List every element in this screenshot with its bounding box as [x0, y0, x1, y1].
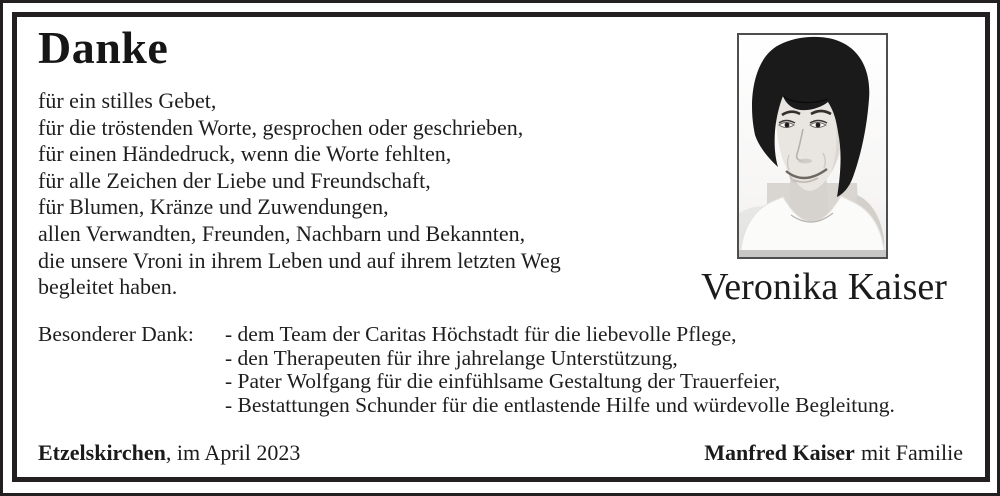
special-thanks-list: [225, 323, 895, 417]
thanks-line: begleitet haben.: [38, 274, 178, 300]
place-date-line: [38, 440, 300, 466]
thanks-line: die unsere Vroni in ihrem Leben und auf ihrem letzten Weg: [38, 247, 561, 273]
special-thanks-item: - Bestattungen Schunder für die entlastende Hilfe und würdevolle Begleitung.: [225, 392, 895, 417]
special-thanks-item: - dem Team der Caritas Höchstadt für die liebevolle Pflege,: [225, 322, 737, 346]
thanks-line: für die tröstenden Worte, gesprochen oder geschrieben,: [38, 114, 524, 140]
special-thanks-section: [38, 323, 895, 417]
footer-row: [38, 440, 963, 466]
signatory-name: Manfred Kaiser: [704, 440, 855, 465]
thanks-line: für einen Händedruck, wenn die Worte fehlten,: [38, 141, 452, 167]
thanks-line: für alle Zeichen der Liebe und Freundschaft,: [38, 167, 431, 193]
place-name: Etzelskirchen: [38, 440, 166, 465]
thanks-text-block: [38, 88, 561, 301]
thanks-line: für ein stilles Gebet,: [38, 88, 217, 113]
notice-title: Danke: [38, 22, 169, 73]
special-thanks-label: Besonderer Dank:: [38, 322, 194, 346]
deceased-portrait-photo: [737, 33, 888, 259]
thanks-line: für Blumen, Kränze und Zuwendungen,: [38, 194, 389, 220]
signatory-suffix: mit Familie: [860, 440, 963, 465]
signature-line: [704, 440, 963, 466]
date-text: , im April 2023: [165, 440, 301, 465]
thanks-line: allen Verwandten, Freunden, Nachbarn und Bekannten,: [38, 220, 526, 246]
portrait-illustration: [739, 35, 886, 257]
deceased-name: Veronika Kaiser: [701, 266, 947, 308]
special-thanks-item: - Pater Wolfgang für die einfühlsame Gestaltung der Trauerfeier,: [225, 369, 781, 393]
special-thanks-item: - den Therapeuten für ihre jahrelange Unterstützung,: [225, 345, 678, 370]
